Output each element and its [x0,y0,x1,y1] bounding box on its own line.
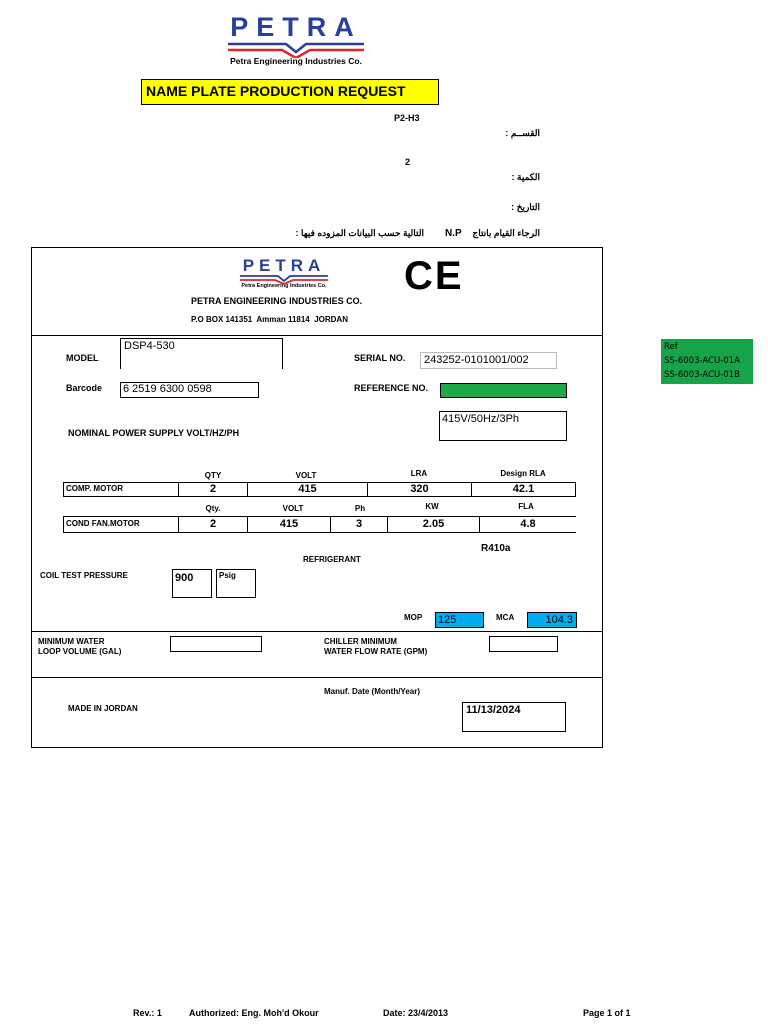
chiller-label-1: CHILLER MINIMUM [324,637,397,646]
barcode-value: 6 2519 6300 0598 [123,383,212,395]
fan-header-ph: Ph [354,504,366,513]
fan-label-cell [63,516,179,533]
comp-header-qty: QTY [204,471,222,480]
page-title: NAME PLATE PRODUCTION REQUEST [141,79,439,105]
mca-value: 104.3 [545,614,573,626]
petra-logo [226,12,366,68]
reference-label: REFERENCE NO. [354,383,429,393]
mca-label: MCA [496,613,515,622]
refrigerant-label: REFRIGERANT [303,555,361,564]
serial-field [420,352,557,369]
mop-label: MOP [404,613,423,622]
coil-unit-field [216,569,256,598]
logo-company-small: Petra Engineering Industries Co. [230,56,362,66]
comp-header-rla: Design RLA [500,469,546,478]
ref-note-line: SS-6003-ACU-01A [664,356,740,366]
reference-field [440,383,567,398]
refrigerant-value: R410a [481,543,511,554]
comp-label-cell [63,482,179,497]
manuf-field [462,702,566,732]
chiller-field [489,636,558,652]
comp-qty-cell: 2 [178,482,248,497]
divider [31,631,603,632]
barcode-label: Barcode [66,383,103,393]
min-water-label-2: LOOP VOLUME (GAL) [38,647,122,656]
ref-note [661,339,753,384]
fan-kw-cell: 2.05 [387,516,480,533]
fan-header-fla: FLA [518,502,534,511]
power-label: NOMINAL POWER SUPPLY VOLT/HZ/PH [68,428,240,438]
plate-logo-word: PETRA [242,256,326,275]
quantity-value: 2 [405,157,411,167]
serial-label: SERIAL NO. [354,353,406,363]
model-field [120,338,283,369]
date-label: التاريخ : [511,202,540,212]
plate-company-name: PETRA ENGINEERING INDUSTRIES CO. [191,296,363,306]
fan-ph-cell: 3 [330,516,388,533]
ref-note-line: Ref [664,342,678,352]
min-water-label-1: MINIMUM WATER [38,637,105,646]
comp-header-lra: LRA [410,469,428,478]
model-label: MODEL [66,353,99,363]
footer-date: Date: 23/4/2013 [383,1008,449,1018]
instruction-suffix: التالية حسب البيانات المزوده فيها : [295,228,424,238]
plate-logo [238,256,330,290]
department-label: القســم : [505,128,540,138]
comp-label: COMP. MOTOR [66,484,124,493]
footer-authorized: Authorized: Eng. Moh'd Okour [189,1008,319,1018]
department-value: P2-H3 [394,113,420,123]
coil-value: 900 [175,572,194,584]
instruction-np: N.P [445,228,462,239]
barcode-field [120,382,259,398]
manuf-value: 11/13/2024 [466,704,521,716]
fan-label: COND FAN.MOTOR [66,519,140,528]
coil-value-field [172,569,212,598]
chiller-label-2: WATER FLOW RATE (GPM) [324,647,428,656]
coil-unit: Psig [219,571,236,580]
coil-label: COIL TEST PRESSURE [40,571,128,580]
divider [31,677,603,678]
comp-volt-cell: 415 [247,482,368,497]
logo-word: PETRA [230,12,362,42]
mca-field [527,612,577,628]
power-value: 415V/50Hz/3Ph [442,413,520,425]
fan-volt-cell: 415 [247,516,331,533]
mop-value: 125 [438,614,457,626]
serial-value: 243252-0101001/002 [424,354,529,366]
fan-fla-cell: 4.8 [479,516,576,533]
manuf-label: Manuf. Date (Month/Year) [324,687,421,696]
fan-header-kw: KW [425,502,439,511]
footer-page: Page 1 of 1 [583,1008,631,1018]
fan-qty-cell: 2 [178,516,248,533]
ce-mark-icon: CE [404,254,464,298]
quantity-label: الكمية : [511,172,540,182]
ref-note-line: SS-6003-ACU-01B [664,370,740,380]
made-in-label: MADE IN JORDAN [68,704,138,713]
footer-rev: Rev.: 1 [133,1008,162,1018]
fan-header-qty: Qty. [205,504,221,513]
comp-lra-cell: 320 [367,482,472,497]
model-value: DSP4-530 [124,340,175,352]
comp-rla-cell: 42.1 [471,482,576,497]
plate-address: P.O BOX 141351 Amman 11814 JORDAN [191,315,348,324]
instruction-prefix: الرجاء القيام بانتاج [472,228,540,238]
plate-logo-company-small: Petra Engineering Industries Co. [241,283,327,289]
comp-header-volt: VOLT [295,471,317,480]
divider [31,335,603,336]
fan-header-volt: VOLT [282,504,304,513]
mop-field [435,612,484,628]
power-field [439,411,567,441]
min-water-field [170,636,262,652]
